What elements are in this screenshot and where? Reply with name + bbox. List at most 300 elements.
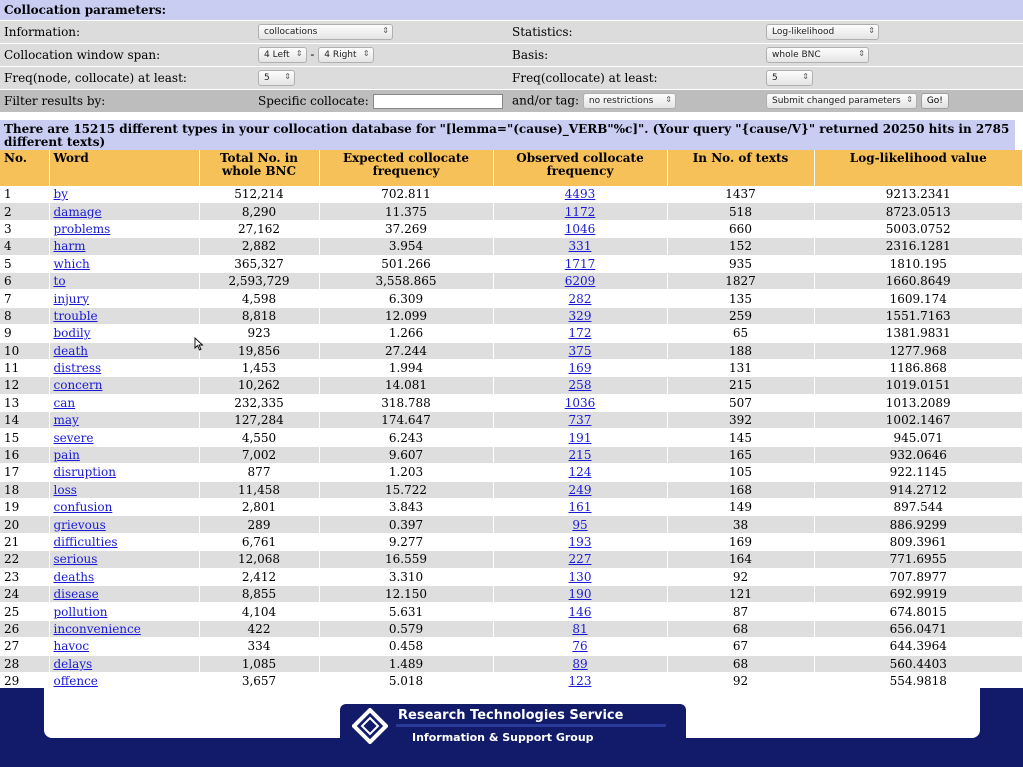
collocate-word	[49, 377, 199, 394]
table-row	[0, 446, 1023, 463]
observed-frequency	[493, 203, 667, 220]
row-number: 20	[0, 516, 49, 533]
information-label: Information:	[0, 21, 254, 44]
word-link[interactable]: disruption	[53, 465, 116, 480]
observed-frequency-link[interactable]: 146	[568, 604, 592, 619]
observed-frequency	[493, 186, 667, 203]
loglikelihood-value: 656.0471	[814, 620, 1023, 637]
word-link[interactable]: confusion	[53, 500, 113, 515]
observed-frequency	[493, 585, 667, 602]
texts-count: 92	[667, 568, 814, 585]
total-in-bnc: 3,657	[199, 672, 319, 689]
expected-frequency: 3.843	[319, 499, 493, 516]
observed-frequency-link[interactable]: 169	[568, 361, 592, 376]
loglikelihood-value: 922.1145	[814, 464, 1023, 481]
table-header-row	[0, 150, 1023, 186]
loglikelihood-value: 1551.7163	[814, 307, 1023, 324]
collocate-word	[49, 620, 199, 637]
mouse-pointer-icon	[194, 337, 204, 351]
loglikelihood-value: 644.3964	[814, 638, 1023, 655]
table-row	[0, 499, 1023, 516]
table-row	[0, 429, 1023, 446]
collocate-word	[49, 464, 199, 481]
submit-parameters-select[interactable]: Submit changed parameters ⇕	[766, 93, 917, 109]
row-number: 24	[0, 585, 49, 602]
observed-frequency-link[interactable]: 130	[568, 569, 592, 584]
word-link[interactable]: severe	[53, 430, 94, 445]
observed-frequency	[493, 342, 667, 359]
table-row	[0, 603, 1023, 620]
results-body	[0, 186, 1023, 690]
select-arrows-icon: ⇕	[295, 49, 303, 58]
expected-frequency: 1.266	[319, 325, 493, 342]
collocate-word	[49, 272, 199, 289]
row-number: 4	[0, 238, 49, 255]
expected-frequency: 318.788	[319, 394, 493, 411]
observed-frequency	[493, 638, 667, 655]
total-in-bnc: 2,882	[199, 238, 319, 255]
table-row	[0, 638, 1023, 655]
texts-count: 164	[667, 551, 814, 568]
table-row	[0, 186, 1023, 203]
collocate-word	[49, 186, 199, 203]
table-row	[0, 585, 1023, 602]
word-link[interactable]: problems	[53, 221, 111, 236]
observed-frequency-link[interactable]: 191	[568, 430, 592, 445]
select-arrows-icon: ⇕	[802, 72, 809, 81]
word-link[interactable]: offence	[53, 674, 98, 689]
word-link[interactable]: trouble	[53, 308, 98, 323]
observed-frequency-link[interactable]: 123	[568, 674, 592, 689]
word-link[interactable]: difficulties	[53, 535, 118, 549]
results-summary: There are 15215 different types in your collocation database for "[lemma="(cause)_VERB"%c]". (Your query "{cause/V}" returned 20250 hits in 2785 different texts)	[0, 120, 1015, 150]
loglikelihood-value: 674.8015	[814, 603, 1023, 620]
loglikelihood-value: 914.2712	[814, 481, 1023, 498]
texts-count: 68	[667, 620, 814, 637]
table-row	[0, 412, 1023, 429]
span-dash: -	[310, 47, 315, 62]
select-arrows-icon: ⇕	[284, 72, 291, 81]
observed-frequency-link[interactable]: 81	[572, 621, 588, 636]
row-number: 12	[0, 377, 49, 394]
word-link[interactable]: delays	[53, 656, 93, 671]
collocate-word	[49, 638, 199, 655]
table-row	[0, 377, 1023, 394]
table-row	[0, 464, 1023, 481]
observed-frequency-link[interactable]: 227	[568, 552, 592, 567]
observed-frequency	[493, 620, 667, 637]
table-row	[0, 203, 1023, 220]
total-in-bnc: 8,818	[199, 307, 319, 324]
word-link[interactable]: can	[53, 395, 76, 410]
table-row	[0, 551, 1023, 568]
statistics-select[interactable]: Log-likelihood ⇕	[766, 24, 879, 40]
expected-frequency: 16.559	[319, 551, 493, 568]
observed-frequency-link[interactable]: 76	[572, 639, 588, 654]
observed-frequency-link[interactable]: 215	[568, 448, 592, 463]
loglikelihood-value: 560.4403	[814, 655, 1023, 672]
expected-frequency: 9.277	[319, 533, 493, 550]
loglikelihood-value: 1186.868	[814, 359, 1023, 376]
texts-count: 65	[667, 325, 814, 342]
row-number: 15	[0, 429, 49, 446]
row-number: 2	[0, 203, 49, 220]
row-number: 27	[0, 638, 49, 655]
texts-count: 168	[667, 481, 814, 498]
select-arrows-icon: ⇕	[382, 26, 389, 35]
word-link[interactable]: disease	[53, 587, 99, 602]
observed-frequency	[493, 499, 667, 516]
word-link[interactable]: deaths	[53, 569, 95, 584]
observed-frequency-link[interactable]: 737	[568, 413, 592, 428]
row-number: 7	[0, 290, 49, 307]
table-row	[0, 325, 1023, 342]
row-number: 25	[0, 603, 49, 620]
observed-frequency	[493, 429, 667, 446]
observed-frequency	[493, 464, 667, 481]
texts-count: 215	[667, 377, 814, 394]
texts-count: 152	[667, 238, 814, 255]
observed-frequency	[493, 377, 667, 394]
observed-frequency-link[interactable]: 172	[568, 326, 592, 341]
loglikelihood-value: 1660.8649	[814, 272, 1023, 289]
table-row	[0, 342, 1023, 359]
expected-frequency: 0.458	[319, 638, 493, 655]
word-link[interactable]: bodily	[53, 326, 91, 341]
row-number: 11	[0, 359, 49, 376]
collocate-word	[49, 481, 199, 498]
loglikelihood-value: 932.0646	[814, 446, 1023, 463]
expected-frequency: 15.722	[319, 481, 493, 498]
observed-frequency-link[interactable]: 1717	[564, 256, 596, 271]
total-in-bnc: 6,761	[199, 533, 319, 550]
specific-collocate-label: Specific collocate:	[258, 93, 369, 108]
total-in-bnc: 334	[199, 638, 319, 655]
loglikelihood-value: 707.8977	[814, 568, 1023, 585]
texts-count: 259	[667, 307, 814, 324]
span-left-select[interactable]: 4 Left ⇕	[258, 47, 307, 63]
table-row	[0, 620, 1023, 637]
observed-frequency-link[interactable]: 124	[568, 465, 592, 480]
table-row	[0, 238, 1023, 255]
texts-count: 188	[667, 342, 814, 359]
expected-frequency: 3.310	[319, 568, 493, 585]
row-number: 28	[0, 655, 49, 672]
observed-frequency	[493, 568, 667, 585]
collocate-word	[49, 655, 199, 672]
tag-label: and/or tag:	[512, 93, 580, 108]
row-number: 1	[0, 186, 49, 203]
total-in-bnc: 27,162	[199, 220, 319, 237]
collocate-word	[49, 412, 199, 429]
total-in-bnc: 422	[199, 620, 319, 637]
loglikelihood-value: 1381.9831	[814, 325, 1023, 342]
row-number: 16	[0, 446, 49, 463]
loglikelihood-value: 5003.0752	[814, 220, 1023, 237]
observed-frequency	[493, 325, 667, 342]
texts-count: 131	[667, 359, 814, 376]
word-link[interactable]: by	[53, 187, 68, 202]
observed-frequency-link[interactable]: 1036	[564, 395, 596, 410]
observed-frequency-link[interactable]: 375	[568, 343, 592, 358]
tag-select[interactable]: no restrictions ⇕	[583, 93, 676, 109]
parameters-title: Collocation parameters:	[0, 0, 1023, 21]
loglikelihood-value: 1019.0151	[814, 377, 1023, 394]
total-in-bnc: 19,856	[199, 342, 319, 359]
observed-frequency-link[interactable]: 95	[572, 517, 588, 532]
loglikelihood-value: 809.3961	[814, 533, 1023, 550]
observed-frequency-link[interactable]: 282	[568, 291, 592, 306]
expected-frequency: 6.243	[319, 429, 493, 446]
collocate-word	[49, 446, 199, 463]
expected-frequency: 9.607	[319, 446, 493, 463]
observed-frequency	[493, 481, 667, 498]
expected-frequency: 3,558.865	[319, 272, 493, 289]
diamond-logo-icon	[352, 708, 388, 744]
table-row	[0, 220, 1023, 237]
total-in-bnc: 4,598	[199, 290, 319, 307]
observed-frequency	[493, 307, 667, 324]
loglikelihood-value: 1002.1467	[814, 412, 1023, 429]
expected-frequency: 0.579	[319, 620, 493, 637]
observed-frequency	[493, 255, 667, 272]
row-number: 8	[0, 307, 49, 324]
observed-frequency-link[interactable]: 331	[568, 239, 592, 254]
expected-frequency: 5.631	[319, 603, 493, 620]
observed-frequency-link[interactable]: 249	[568, 482, 592, 497]
word-link[interactable]: pain	[53, 448, 80, 463]
total-in-bnc: 4,104	[199, 603, 319, 620]
texts-count: 518	[667, 203, 814, 220]
col-header-loglikelihood[interactable]: Log-likelihood value	[814, 150, 1023, 186]
row-number: 29	[0, 672, 49, 689]
total-in-bnc: 127,284	[199, 412, 319, 429]
collocate-word	[49, 499, 199, 516]
footer-line2: Information & Support Group	[412, 731, 594, 744]
observed-frequency-link[interactable]: 190	[568, 587, 592, 602]
expected-frequency: 11.375	[319, 203, 493, 220]
word-link[interactable]: concern	[53, 378, 103, 393]
observed-frequency-link[interactable]: 193	[568, 535, 592, 549]
word-link[interactable]: serious	[53, 552, 98, 567]
row-number: 26	[0, 620, 49, 637]
collocate-word	[49, 429, 199, 446]
observed-frequency-link[interactable]: 4493	[564, 187, 596, 202]
observed-frequency-link[interactable]: 1172	[564, 204, 596, 219]
span-right-select[interactable]: 4 Right ⇕	[318, 47, 373, 63]
col-header-total[interactable]: Total No. in whole BNC	[199, 150, 319, 186]
row-number: 13	[0, 394, 49, 411]
word-link[interactable]: to	[53, 274, 66, 289]
statistics-label: Statistics:	[508, 21, 762, 44]
table-row	[0, 481, 1023, 498]
texts-count: 392	[667, 412, 814, 429]
col-header-texts[interactable]: In No. of texts	[667, 150, 814, 186]
observed-frequency	[493, 238, 667, 255]
footer-banner	[0, 688, 1023, 767]
total-in-bnc: 7,002	[199, 446, 319, 463]
word-link[interactable]: loss	[53, 482, 77, 497]
collocate-word	[49, 603, 199, 620]
observed-frequency	[493, 446, 667, 463]
row-number: 18	[0, 481, 49, 498]
observed-frequency	[493, 394, 667, 411]
loglikelihood-value: 554.9818	[814, 672, 1023, 689]
collocate-word	[49, 307, 199, 324]
observed-frequency-link[interactable]: 329	[568, 308, 592, 323]
table-row	[0, 533, 1023, 550]
collocate-word	[49, 533, 199, 550]
observed-frequency-link[interactable]: 89	[572, 656, 588, 671]
expected-frequency: 6.309	[319, 290, 493, 307]
loglikelihood-value: 771.6955	[814, 551, 1023, 568]
loglikelihood-value: 8723.0513	[814, 203, 1023, 220]
total-in-bnc: 2,593,729	[199, 272, 319, 289]
texts-count: 87	[667, 603, 814, 620]
loglikelihood-value: 897.544	[814, 499, 1023, 516]
col-header-expected[interactable]: Expected collocate frequency	[319, 150, 493, 186]
select-arrows-icon: ⇕	[362, 49, 370, 58]
row-number: 22	[0, 551, 49, 568]
collocation-results-table	[0, 150, 1023, 690]
col-header-no[interactable]: No.	[0, 150, 49, 186]
observed-frequency-link[interactable]: 6209	[564, 274, 596, 289]
texts-count: 135	[667, 290, 814, 307]
row-number: 23	[0, 568, 49, 585]
expected-frequency: 501.266	[319, 255, 493, 272]
select-arrows-icon: ⇕	[868, 26, 875, 35]
basis-select[interactable]: whole BNC ⇕	[766, 47, 869, 63]
loglikelihood-value: 2316.1281	[814, 238, 1023, 255]
expected-frequency: 1.203	[319, 464, 493, 481]
basis-label: Basis:	[508, 44, 762, 67]
observed-frequency-link[interactable]: 1046	[564, 221, 596, 236]
span-label: Collocation window span:	[0, 44, 254, 67]
row-number: 14	[0, 412, 49, 429]
word-link[interactable]: inconvenience	[53, 621, 141, 636]
observed-frequency	[493, 655, 667, 672]
select-arrows-icon: ⇕	[858, 49, 865, 58]
freq-node-label: Freq(node, collocate) at least:	[0, 67, 254, 90]
freq-collocate-select[interactable]: 5 ⇕	[766, 70, 813, 86]
row-number: 6	[0, 272, 49, 289]
row-number: 10	[0, 342, 49, 359]
loglikelihood-value: 692.9919	[814, 585, 1023, 602]
table-row	[0, 255, 1023, 272]
select-arrows-icon: ⇕	[906, 95, 913, 104]
row-number: 9	[0, 325, 49, 342]
col-header-word[interactable]: Word	[49, 150, 199, 186]
texts-count: 935	[667, 255, 814, 272]
word-link[interactable]: pollution	[53, 604, 108, 619]
collocation-parameters-panel	[0, 0, 1023, 113]
total-in-bnc: 4,550	[199, 429, 319, 446]
information-select[interactable]: collocations ⇕	[258, 24, 393, 40]
total-in-bnc: 12,068	[199, 551, 319, 568]
word-link[interactable]: havoc	[53, 639, 90, 654]
loglikelihood-value: 1609.174	[814, 290, 1023, 307]
collocate-word	[49, 394, 199, 411]
texts-count: 38	[667, 516, 814, 533]
word-link[interactable]: which	[53, 256, 90, 271]
observed-frequency-link[interactable]: 258	[568, 378, 592, 393]
expected-frequency: 1.994	[319, 359, 493, 376]
texts-count: 1827	[667, 272, 814, 289]
col-header-observed[interactable]: Observed collocate frequency	[493, 150, 667, 186]
filter-label: Filter results by:	[0, 90, 254, 113]
row-number: 5	[0, 255, 49, 272]
total-in-bnc: 512,214	[199, 186, 319, 203]
collocate-word	[49, 325, 199, 342]
collocate-word	[49, 359, 199, 376]
word-link[interactable]: may	[53, 413, 79, 428]
table-row	[0, 516, 1023, 533]
loglikelihood-value: 9213.2341	[814, 186, 1023, 203]
observed-frequency	[493, 290, 667, 307]
table-row	[0, 655, 1023, 672]
word-link[interactable]: distress	[53, 361, 102, 376]
loglikelihood-value: 1013.2089	[814, 394, 1023, 411]
word-link[interactable]: grievous	[53, 517, 106, 532]
collocate-word	[49, 342, 199, 359]
row-number: 21	[0, 533, 49, 550]
texts-count: 165	[667, 446, 814, 463]
word-link[interactable]: harm	[53, 239, 86, 254]
total-in-bnc: 2,801	[199, 499, 319, 516]
expected-frequency: 1.489	[319, 655, 493, 672]
total-in-bnc: 11,458	[199, 481, 319, 498]
table-row	[0, 359, 1023, 376]
expected-frequency: 702.811	[319, 186, 493, 203]
observed-frequency	[493, 533, 667, 550]
collocate-word	[49, 255, 199, 272]
row-number: 17	[0, 464, 49, 481]
table-row	[0, 307, 1023, 324]
freq-collocate-label: Freq(collocate) at least:	[508, 67, 762, 90]
expected-frequency: 5.018	[319, 672, 493, 689]
texts-count: 169	[667, 533, 814, 550]
specific-collocate-input[interactable]	[373, 94, 503, 109]
word-link[interactable]: death	[53, 343, 88, 358]
table-row	[0, 568, 1023, 585]
texts-count: 121	[667, 585, 814, 602]
texts-count: 1437	[667, 186, 814, 203]
select-arrows-icon: ⇕	[665, 95, 672, 104]
go-button[interactable]: Go!	[921, 93, 949, 109]
texts-count: 68	[667, 655, 814, 672]
loglikelihood-value: 886.9299	[814, 516, 1023, 533]
observed-frequency	[493, 412, 667, 429]
word-link[interactable]: injury	[53, 291, 90, 306]
table-row	[0, 394, 1023, 411]
table-row	[0, 272, 1023, 289]
collocate-word	[49, 568, 199, 585]
collocate-word	[49, 238, 199, 255]
table-row	[0, 290, 1023, 307]
observed-frequency	[493, 603, 667, 620]
expected-frequency: 14.081	[319, 377, 493, 394]
texts-count: 149	[667, 499, 814, 516]
observed-frequency-link[interactable]: 161	[568, 500, 592, 515]
word-link[interactable]: damage	[53, 204, 102, 219]
loglikelihood-value: 1810.195	[814, 255, 1023, 272]
freq-node-select[interactable]: 5 ⇕	[258, 70, 295, 86]
collocate-word	[49, 516, 199, 533]
total-in-bnc: 232,335	[199, 394, 319, 411]
total-in-bnc: 1,453	[199, 359, 319, 376]
collocate-word	[49, 290, 199, 307]
total-in-bnc: 2,412	[199, 568, 319, 585]
